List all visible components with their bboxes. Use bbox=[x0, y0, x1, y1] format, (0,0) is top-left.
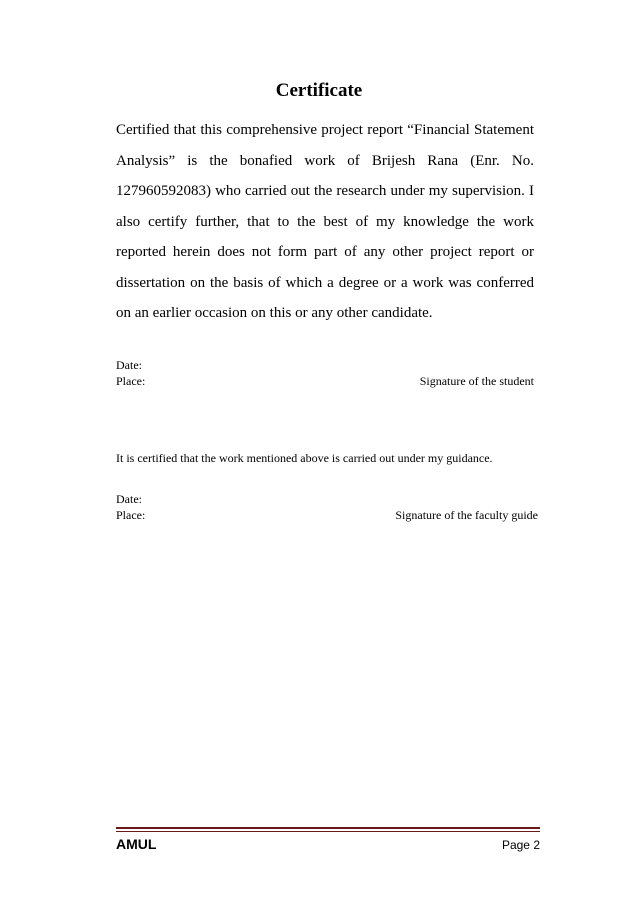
guidance-statement: It is certified that the work mentioned above is carried out under my guidance. bbox=[116, 451, 493, 465]
student-date-label: Date: bbox=[116, 358, 142, 372]
student-signature-label: Signature of the student bbox=[419, 374, 534, 388]
page-footer bbox=[116, 836, 540, 852]
guide-signature-label: Signature of the faculty guide bbox=[395, 508, 538, 522]
footer-rule-thin bbox=[116, 831, 540, 832]
guide-place-row bbox=[116, 508, 540, 523]
guide-date-label: Date: bbox=[116, 492, 142, 506]
footer-company-name: AMUL bbox=[116, 836, 157, 852]
student-place-label: Place: bbox=[116, 374, 146, 388]
page-title: Certificate bbox=[275, 80, 363, 101]
footer-rule-thick bbox=[116, 827, 540, 829]
certificate-body: Certified that this comprehensive project report “Financial Statement Analysis” is the bonafied work of Brijesh Rana (Enr. No. 127960592083) who carried out the research under my supervision. I also certify further, that to the best of my knowledge the work reported herein does not form part of any other project report or dissertation on the basis of which a degree or a work was conferred on an earlier occasion on this or any other candidate. bbox=[116, 122, 534, 321]
guide-place-label: Place: bbox=[116, 508, 146, 522]
footer-page-number: Page 2 bbox=[501, 838, 540, 852]
student-place-row bbox=[116, 374, 540, 389]
